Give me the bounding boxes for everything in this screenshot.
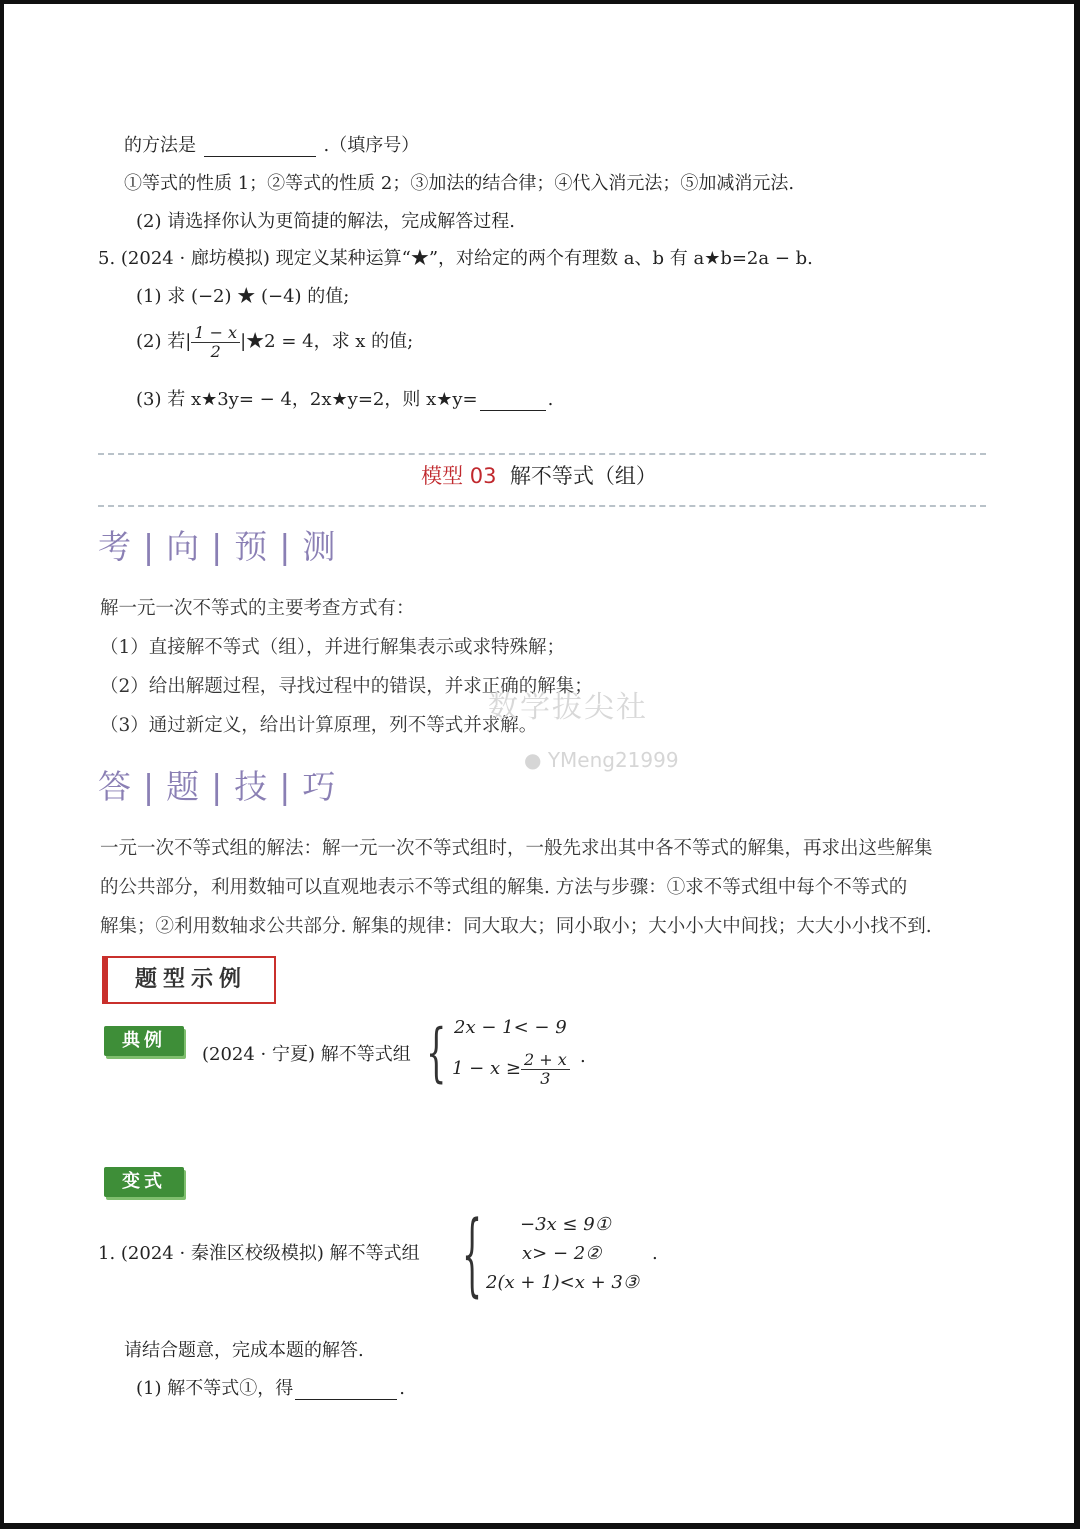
q5-part2-suffix: |★2 = 4，求 x 的值; (240, 331, 414, 352)
watermark-id (524, 748, 679, 772)
left-brace: { (426, 1016, 447, 1090)
bianshi-prompt: 请结合题意，完成本题的解答. (124, 1340, 364, 1361)
kaoxiang-line: （3）通过新定义，给出计算原理，列不等式并求解。 (100, 715, 538, 736)
bianshi-part1 (136, 1378, 405, 1400)
wechat-icon: ● (524, 748, 542, 772)
dianli-ineq2 (452, 1045, 570, 1093)
heading-char: 技 (234, 767, 270, 806)
tixing-banner: 题型示例 (102, 956, 276, 1004)
dati-line: 的公共部分，利用数轴可以直观地表示不等式组的解集. 方法与步骤：①求不等式组中每个不等式的 (100, 877, 908, 898)
q4-options: ①等式的性质 1；②等式的性质 2；③加法的结合律；④代入消元法；⑤加减消元法. (124, 173, 795, 194)
left-brace: { (462, 1202, 483, 1307)
model-label: 模型 03 (421, 464, 497, 488)
bianshi-part1-suffix: . (399, 1378, 405, 1399)
fraction-numerator: 2 + x (521, 1051, 570, 1070)
dati-line: 一元一次不等式组的解法：解一元一次不等式组时，一般先求出其中各不等式的解集，再求出这些解集 (100, 838, 933, 859)
answer-blank[interactable] (204, 138, 316, 157)
heading-char: 向 (166, 527, 202, 566)
fraction (521, 1051, 570, 1088)
bianshi-ineq: x> − 2② (522, 1243, 602, 1264)
bianshi-ineq: −3x ≤ 9① (520, 1214, 611, 1235)
heading-char: 题 (166, 767, 202, 806)
fraction-numerator: 1 − x (191, 324, 240, 343)
answer-blank[interactable] (295, 1381, 397, 1400)
bianshi-prefix: 1. (2024 · 秦淮区校级模拟) 解不等式组 (98, 1243, 420, 1264)
watermark-id-text: YMeng21999 (547, 748, 679, 772)
q4-part2: (2) 请选择你认为更简捷的解法，完成解答过程. (136, 211, 515, 232)
dati-line: 解集；②利用数轴求公共部分. 解集的规律：同大取大；同小取小；大小小大中间找；大大小小找不到. (100, 916, 932, 937)
divider-top (98, 453, 986, 455)
q5-part2-prefix: (2) 若| (136, 331, 192, 352)
model-title (4, 460, 1074, 490)
heading-char: 巧 (302, 767, 338, 806)
fraction-denominator: 3 (540, 1068, 551, 1088)
heading-char: 考 (98, 527, 133, 566)
bianshi-tag: 变式 (104, 1167, 184, 1197)
q5-part2 (136, 318, 413, 366)
fraction (191, 324, 240, 361)
kaoxiang-heading: 考 | 向 | 预 | 测 (98, 527, 338, 566)
divider-bottom (98, 505, 986, 507)
kaoxiang-line: （2）给出解题过程，寻找过程中的错误，并求正确的解集； (100, 676, 593, 697)
q4-line1-suffix: .（填序号） (323, 135, 420, 156)
bianshi-period: . (652, 1243, 658, 1264)
q5-part3-prefix: (3) 若 x★3y= − 4，2x★y=2，则 x★y= (136, 389, 478, 410)
heading-char: 测 (302, 527, 338, 566)
kaoxiang-line: （1）直接解不等式（组），并进行解集表示或求特殊解； (100, 637, 566, 658)
dati-heading: 答 | 题 | 技 | 巧 (98, 767, 338, 806)
heading-char: 预 (234, 527, 270, 566)
dianli-prefix: (2024 · 宁夏) 解不等式组 (202, 1044, 411, 1065)
dianli-ineq1: 2x − 1< − 9 (454, 1017, 567, 1038)
heading-char: 答 (98, 767, 133, 806)
model-heading: 解不等式（组） (509, 464, 657, 488)
dianli-tag: 典例 (104, 1026, 184, 1056)
bianshi-part1-prefix: (1) 解不等式①，得 (136, 1378, 294, 1399)
answer-blank[interactable] (480, 392, 546, 411)
q4-line1-prefix: 的方法是 (124, 135, 196, 156)
document-page (4, 4, 1074, 1523)
q5-part3 (136, 389, 553, 411)
dianli-period: . (580, 1046, 586, 1067)
kaoxiang-line: 解一元一次不等式的主要考查方式有： (100, 598, 415, 619)
fraction-denominator: 2 (210, 341, 221, 361)
q4-line1 (124, 135, 419, 157)
q5-part1: (1) 求 (−2) ★ (−4) 的值; (136, 286, 350, 307)
bianshi-ineq: 2(x + 1)<x + 3③ (486, 1272, 639, 1293)
ineq2-left: 1 − x ≥ (452, 1058, 521, 1079)
q5-stem: 5. (2024 · 廊坊模拟) 现定义某种运算“★”，对给定的两个有理数 a、b 有 a★b=2a − b. (98, 248, 813, 269)
q5-part3-suffix: . (547, 389, 554, 410)
watermark-name: 数学拔尖社 (488, 690, 648, 725)
